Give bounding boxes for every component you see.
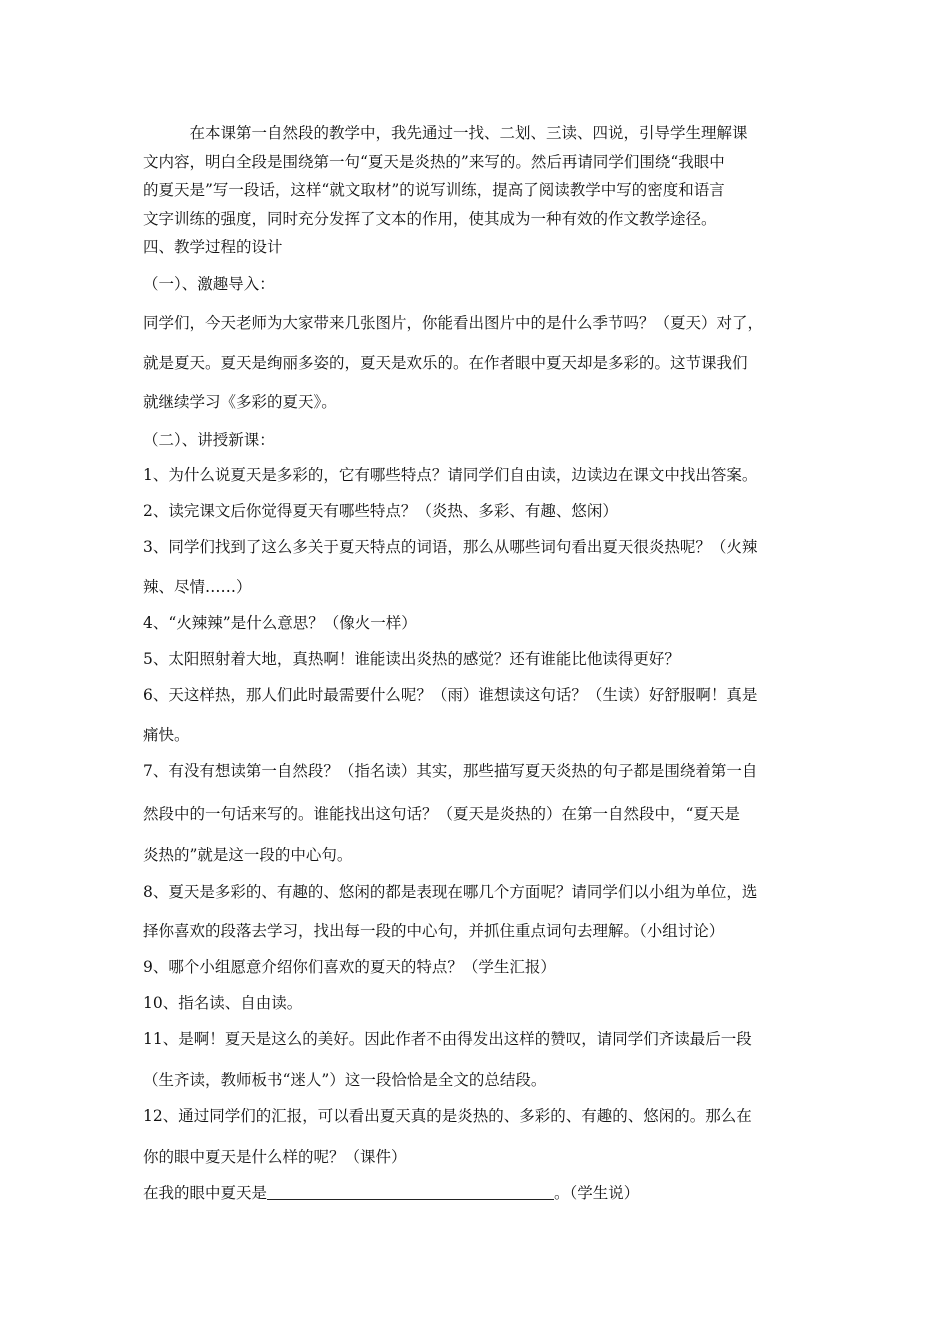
intro-line: 文内容，明白全段是围绕第一句“夏天是炎热的”来写的。然后再请同学们围绕“我眼中	[143, 153, 725, 171]
part2-item: 8、夏天是多彩的、有趣的、悠闲的都是表现在哪几个方面呢？请同学们以小组为单位，选	[143, 883, 758, 901]
part2-item: 痛快。	[143, 726, 190, 744]
part1-line: 就是夏天。夏天是绚丽多姿的，夏天是欢乐的。在作者眼中夏天却是多彩的。这节课我们	[143, 354, 748, 372]
part2-item: 10、指名读、自由读。	[143, 994, 303, 1012]
part2-item: 1、为什么说夏天是多彩的，它有哪些特点？请同学们自由读，边读边在课文中找出答案。	[143, 466, 758, 484]
fill-in-sentence	[143, 1183, 818, 1203]
part2-item: 炎热的”就是这一段的中心句。	[143, 846, 353, 864]
part2-item: 2、读完课文后你觉得夏天有哪些特点？（炎热、多彩、有趣、悠闲）	[143, 502, 618, 520]
part1-line: 就继续学习《多彩的夏天》。	[143, 393, 337, 411]
part2-item: 辣、尽情……）	[143, 578, 252, 596]
section-heading: 四、教学过程的设计	[143, 238, 283, 256]
fill-prefix: 在我的眼中夏天是	[143, 1184, 268, 1202]
part2-item: 择你喜欢的段落去学习，找出每一段的中心句，并抓住重点词句去理解。（小组讨论）	[143, 922, 725, 940]
part2-heading: （二）、讲授新课：	[143, 431, 275, 449]
part2-item: 然段中的一句话来写的。谁能找出这句话？（夏天是炎热的）在第一自然段中，“夏天是	[143, 805, 740, 823]
part2-item: 5、太阳照射着大地，真热啊！谁能读出炎热的感觉？还有谁能比他读得更好？	[143, 650, 680, 668]
part2-item: 3、同学们找到了这么多关于夏天特点的词语，那么从哪些词句看出夏天很炎热呢？（火辣	[143, 538, 758, 556]
part2-item: 12、通过同学们的汇报，可以看出夏天真的是炎热的、多彩的、有趣的、悠闲的。那么在	[143, 1107, 752, 1125]
part1-line: 同学们，今天老师为大家带来几张图片，你能看出图片中的是什么季节吗？（夏天）对了，	[143, 314, 764, 332]
part2-item: 4、“火辣辣”是什么意思？（像火一样）	[143, 614, 417, 632]
part2-item: 7、有没有想读第一自然段？（指名读）其实，那些描写夏天炎热的句子都是围绕着第一自	[143, 762, 758, 780]
part2-item: （生齐读，教师板书“迷人”）这一段恰恰是全文的总结段。	[143, 1071, 547, 1089]
part2-item: 6、天这样热，那人们此时最需要什么呢？（雨）谁想读这句话？（生读）好舒服啊！真是	[143, 686, 758, 704]
fill-blank	[267, 1184, 554, 1200]
part1-heading: （一）、激趣导入：	[143, 275, 275, 293]
part2-item: 你的眼中夏天是什么样的呢？（课件）	[143, 1148, 407, 1166]
intro-line: 的夏天是”写一段话，这样“就文取材”的说写训练，提高了阅读教学中写的密度和语言	[143, 181, 725, 199]
part2-item: 9、哪个小组愿意介绍你们喜欢的夏天的特点？（学生汇报）	[143, 958, 556, 976]
intro-line: 文字训练的强度，同时充分发挥了文本的作用，使其成为一种有效的作文教学途径。	[143, 210, 717, 228]
fill-suffix: 。（学生说）	[554, 1184, 640, 1202]
intro-line: 在本课第一自然段的教学中，我先通过一找、二划、三读、四说，引导学生理解课	[143, 124, 748, 142]
part2-item: 11、是啊！夏天是这么的美好。因此作者不由得发出这样的赞叹，请同学们齐读最后一段	[143, 1030, 752, 1048]
